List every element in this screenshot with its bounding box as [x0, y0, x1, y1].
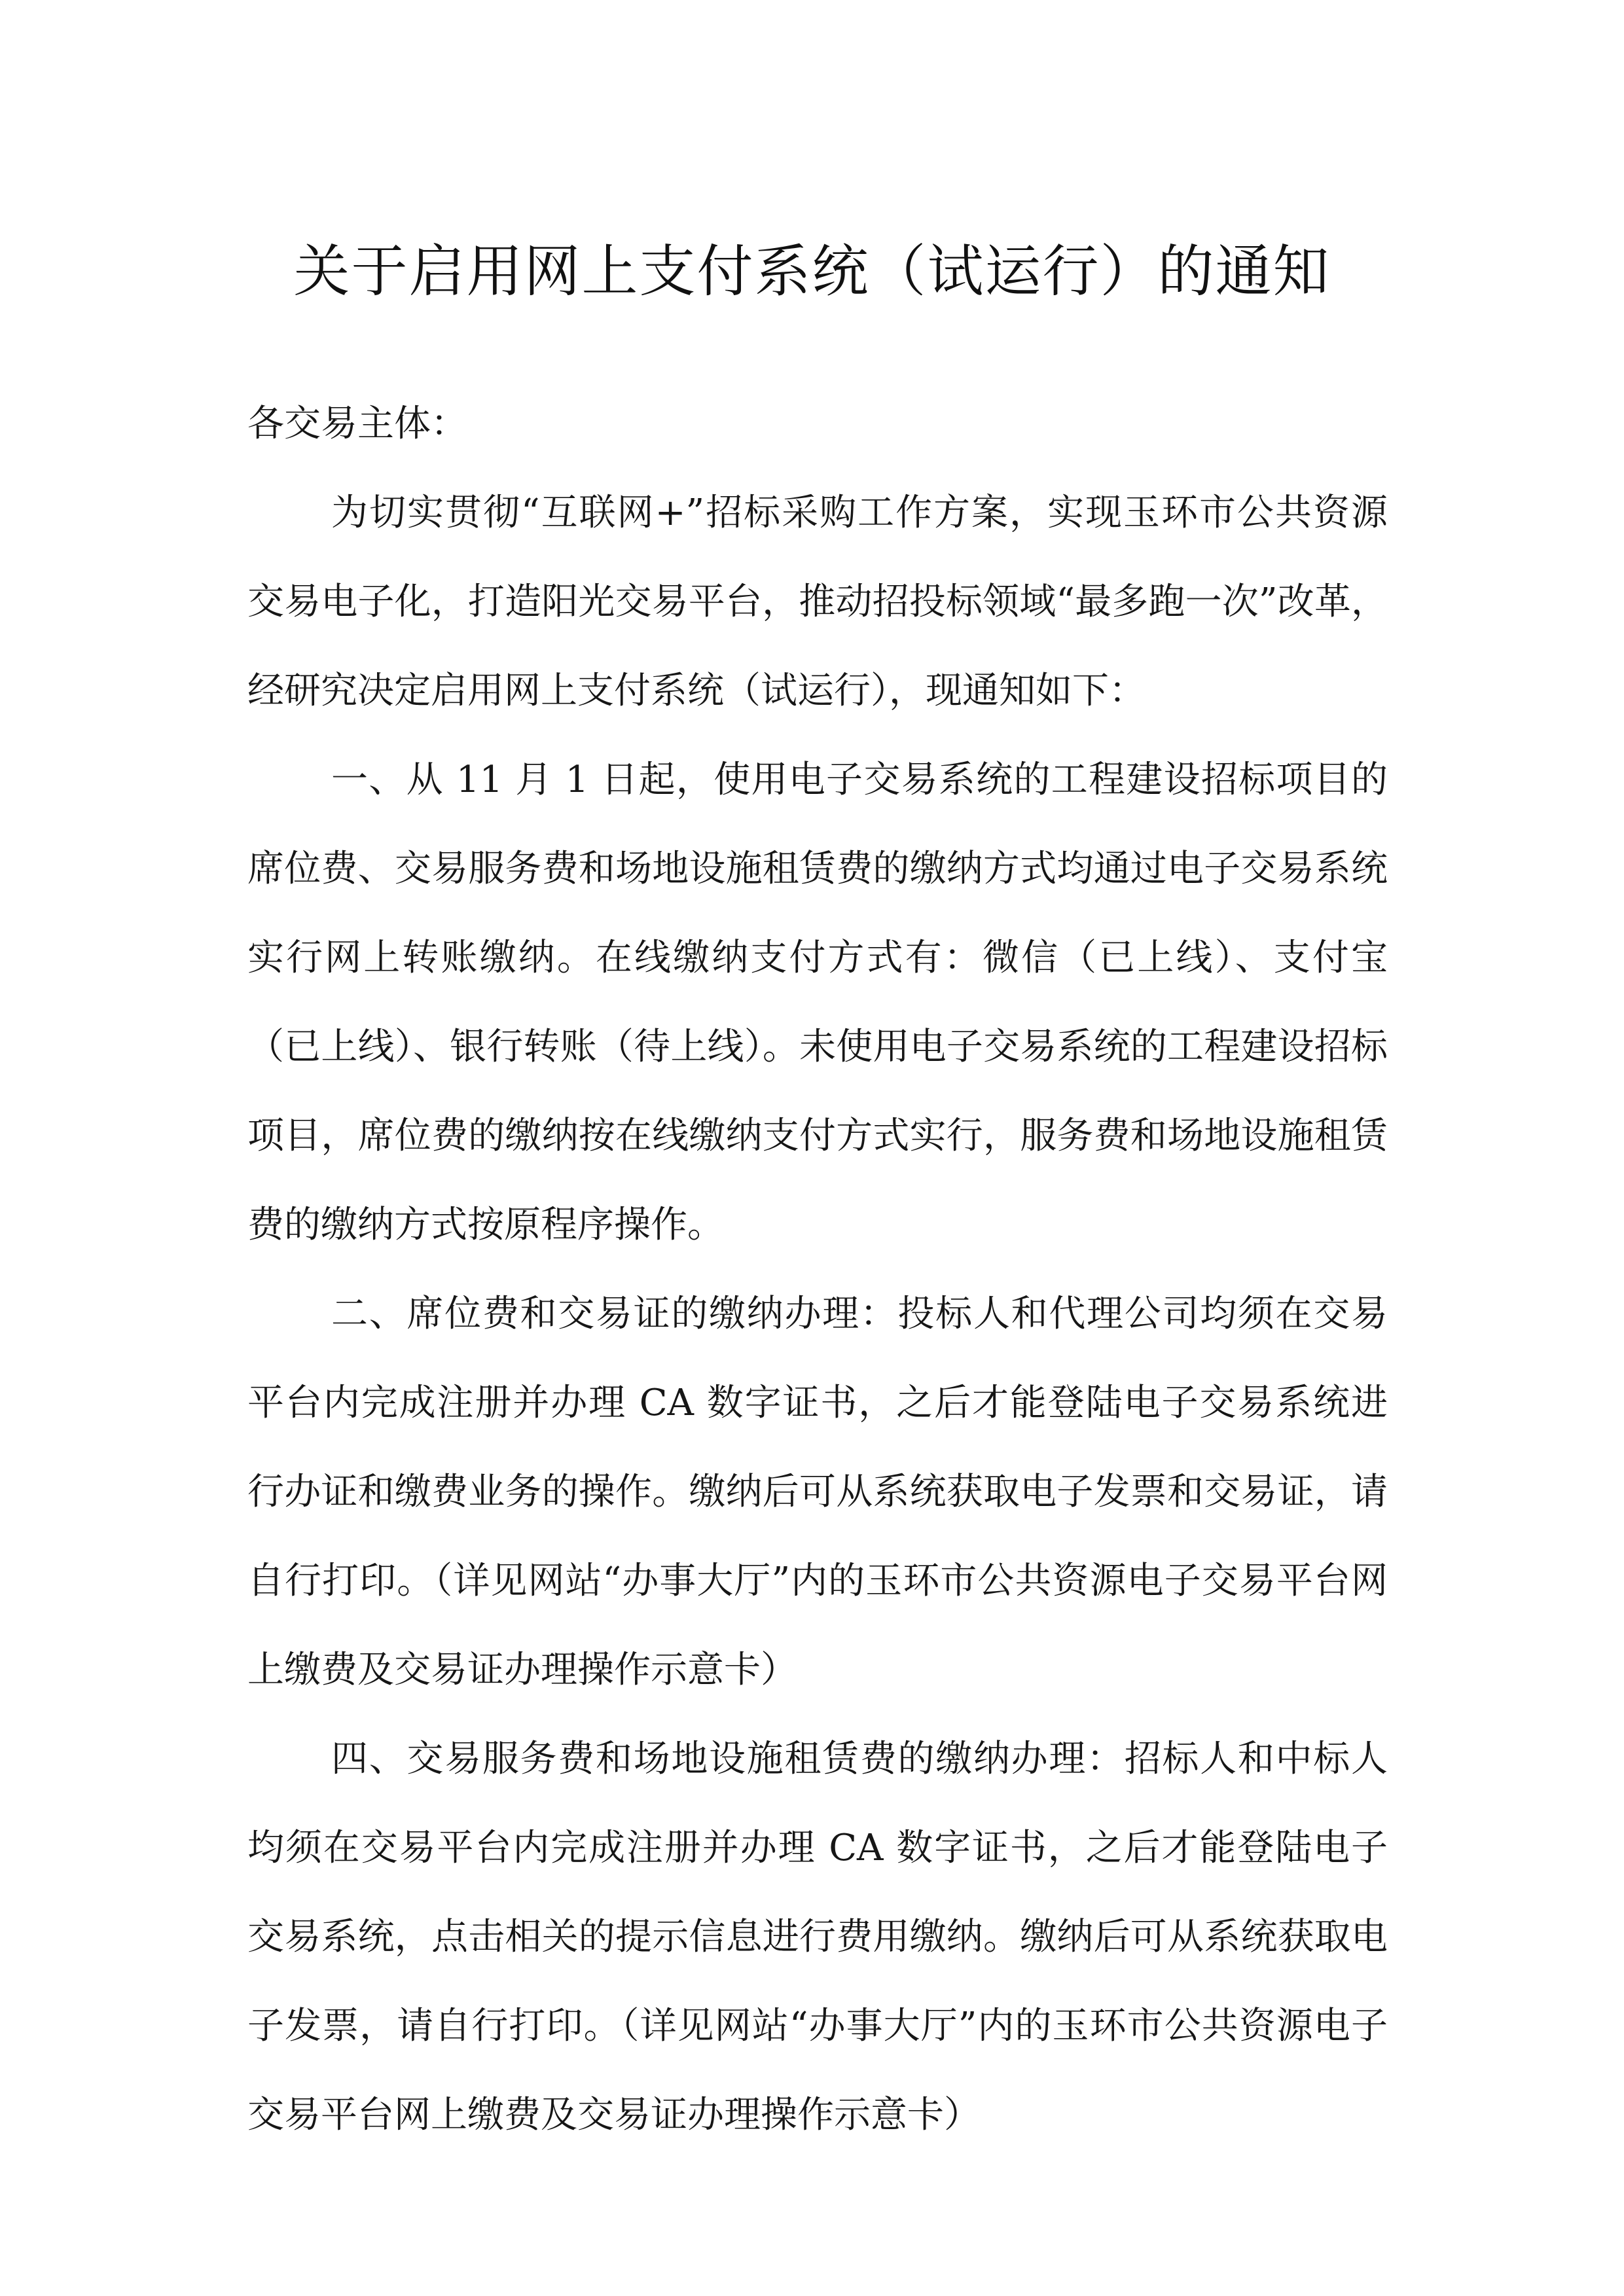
paragraph-item-1: 一、从 11 月 1 日起，使用电子交易系统的工程建设招标项目的席位费、交易服务费和场地设施租赁费的缴纳方式均通过电子交易系统实行网上转账缴纳。在线缴纳支付方式有：微信（已上线）、支付宝（已上线）、银行转账（待上线）。未使用电子交易系统的工程建设招标项目，席位费的缴纳按在线缴纳支付方式实行，服务费和场地设施租赁费的缴纳方式按原程序操作。: [247, 759, 1388, 1246]
salutation: 各交易主体：: [247, 403, 467, 445]
page-title: 关于启用网上支付系统（试运行）的通知: [293, 239, 1331, 304]
paragraph-item-4: 四、交易服务费和场地设施租赁费的缴纳办理：招标人和中标人均须在交易平台内完成注册并办理 CA 数字证书，之后才能登陆电子交易系统，点击相关的提示信息进行费用缴纳。缴纳后可从系统获取电子发票，请自行打印。（详见网站“办事大厅”内的玉环市公共资源电子交易平台网上缴费及交易证办理操作示意卡）: [247, 1738, 1388, 2136]
document-body: [247, 380, 1388, 2160]
paragraph-item-2: 二、席位费和交易证的缴纳办理：投标人和代理公司均须在交易平台内完成注册并办理 CA 数字证书，之后才能登陆电子交易系统进行办证和缴费业务的操作。缴纳后可从系统获取电子发票和交易证，请自行打印。（详见网站“办事大厅”内的玉环市公共资源电子交易平台网上缴费及交易证办理操作示意卡）: [247, 1293, 1388, 1691]
paragraph-intro: 为切实贯彻“互联网+”招标采购工作方案，实现玉环市公共资源交易电子化，打造阳光交易平台，推动招投标领域“最多跑一次”改革，经研究决定启用网上支付系统（试运行），现通知如下：: [247, 492, 1388, 712]
